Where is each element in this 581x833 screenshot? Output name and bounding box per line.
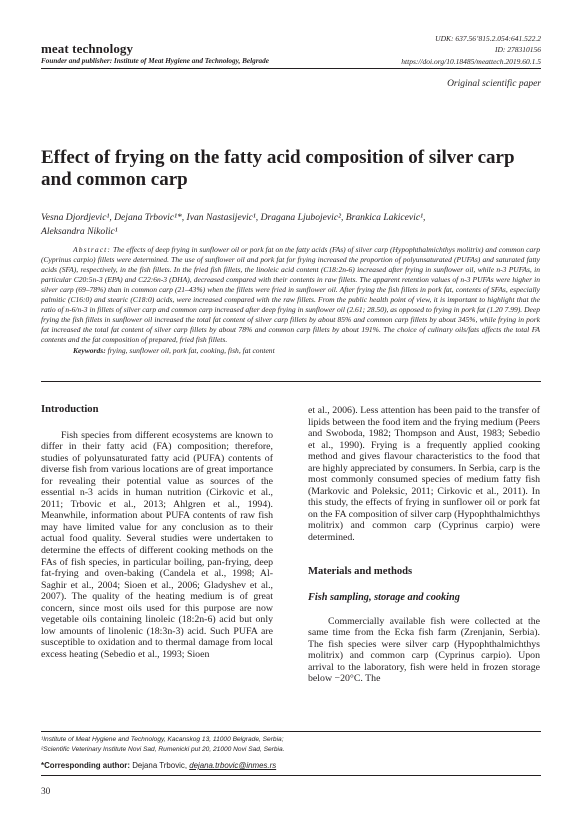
keywords-label: Keywords: — [73, 346, 106, 355]
introduction-paragraph-continued: et al., 2006). Less attention has been paid to the transfer of lipids between the food item and the frying medium (Peers and Swoboda, 1982; Thompson and Aust, 1983; Sebedio et al., 1990). Frying is a frequently applied cooking method and gives flavour characteristics to the food that are highly appreciated by consumers. In Serbia, carp is the most commonly consumed species of medium fatty fish (Markovic and Poleksic, 2011; Cirkovic et al., 2011). In this study, the effects of frying in sunflower oil or pork fat on the FA composition of silver carp (Hypophthalmichthys molitrix) and common carp (Cyprinus carpio) were determined. — [308, 405, 540, 544]
subsection-heading-sampling: Fish sampling, storage and cooking — [308, 592, 460, 604]
corresponding-label: *Corresponding author: — [41, 761, 130, 770]
author-line-2: Aleksandra Nikolic¹ — [41, 226, 118, 237]
abstract-label: Abstract: — [73, 245, 111, 254]
affiliation-2: ²Scientific Veterinary Institute Novi Sad, Rumenicki put 20, 21000 Novi Sad, Serbia. — [41, 746, 285, 753]
corresponding-email-link[interactable]: dejana.trbovic@inmes.rs — [189, 761, 277, 770]
header-divider — [41, 68, 541, 69]
author-line-1: Vesna Djordjevic¹, Dejana Trbovic¹*, Ivan Nastasijevic¹, Dragana Ljubojevic², Brankica Lakicevic¹, — [41, 212, 426, 223]
affiliation-1: ¹Institute of Meat Hygiene and Technology, Kacanskog 13, 11000 Belgrade, Serbia; — [41, 736, 284, 743]
abstract-divider — [41, 381, 541, 382]
keywords — [73, 346, 275, 355]
section-heading-introduction: Introduction — [41, 404, 99, 415]
journal-name: meat technology — [41, 41, 134, 56]
doi-link[interactable]: https://doi.org/10.18485/meattech.2019.60.1.5 — [401, 57, 541, 66]
publisher-line: Founder and publisher: Institute of Meat Hygiene and Technology, Belgrade — [41, 57, 269, 65]
corresponding-name: Dejana Trbovic, — [132, 761, 188, 770]
corresponding-author — [41, 761, 276, 770]
footer-divider — [41, 775, 541, 776]
left-column — [41, 404, 273, 660]
udk-code: UDK: 637.56’815.2.054:641.522.2 — [435, 34, 541, 43]
right-column — [308, 405, 540, 685]
keywords-text: frying, sunflower oil, pork fat, cooking, fish, fat content — [107, 346, 275, 355]
abstract-text: The effects of deep frying in sunflower oil or pork fat on the fatty acids (FAs) of silver carp (Hypophthalmichthys molitrix) and common carp (Cyprinus carpio) fillets were determined. The use of sunflower oil and pork fat for frying increased the proportion of polyunsaturated (PUFAs) and saturated fatty acids (SFA), respectively, in the fish fillets. In the fried fish fillets, the linoleic acid content (C18:2n-6) increased after frying in sunflower oil, while n-3 PUFAs, in particular C20:5n-3 (EPA) and C22:6n-3 (DHA), decreased compared with their contents in raw fillets. The apparent retention values of n-3 PUFAs were higher in silver carp (69–78%) than in common carp (21–43%) when the fillets were fried in sunflower oil. After frying the fish fillets in pork fat, contents of SFAs, especially palmitic (C16:0) and stearic (C18:0) acids, were increased compared with the raw fillets. From the public health point of view, it is important to highlight that the ratio of n-6/n-3 in fillets of silver carp and common carp increased after deep frying in sunflower oil (2.61; 28.50), as opposed to frying in pork fat (1.20 7.99). Deep frying the fish fillets in sunflower oil increased the total fat content of silver carp fillets by about 85% and common carp fillets by about 345%, while frying in pork fat increased the total fat content of silver carp fillets by about 78% and common carp fillets by about 191%. The choice of culinary oils/fats affects the total FA contents and the fat composition of prepared, fried fish fillets. — [41, 245, 540, 344]
author-list — [41, 211, 511, 239]
section-heading-materials: Materials and methods — [308, 565, 413, 577]
materials-paragraph: Commercially available fish were collected at the same time from the Ecka fish farm (Zrenjanin, Serbia). The fish species were silver carp (Hypophthalmichthys molitrix) and common carp (Cyprinus carpio). Upon arrival to the laboratory, fish were held in frozen storage below −20°C. The — [308, 615, 540, 685]
paper-id: ID: 278310156 — [494, 45, 541, 54]
footnote-divider — [41, 731, 541, 732]
paper-title: Effect of frying on the fatty acid composition of silver carp and common carp — [41, 147, 515, 190]
paper-type-label: Original scientific paper — [447, 79, 541, 89]
abstract — [41, 245, 540, 345]
page-number: 30 — [41, 787, 51, 797]
introduction-paragraph: Fish species from different ecosystems are known to differ in their fatty acid (FA) composition; therefore, studies of polyunsaturated fatty acid (PUFA) contents of diverse fish from various locations are of great importance for revealing their potential value as sources of the essential n-3 acids in human nutrition (Cirkovic et al., 2011; Trbovic et al., 2013; Ahlgren et al., 1994). Meanwhile, information about PUFA contents of raw fish may have limited value for any conclusion as to their actual food quality. Several studies were undertaken to determine the effects of different cooking methods on the FAs of fish species, in particular boiling, pan-frying, deep fat-frying and oven-baking (Candela et al., 1998; Al-Saghir et al., 2004; Sioen et al., 2006; Gladyshev et al., 2007). The quality of the heating medium is of great concern, since most oils used for this purpose are now vegetable oils containing linoleic (18:2n-6) acid but only low amounts of linolenic (18:3n-3) acid. Such PUFA are susceptible to oxidation and to thermal damage from local excess heating (Sebedio et al., 1993; Sioen — [41, 429, 273, 660]
